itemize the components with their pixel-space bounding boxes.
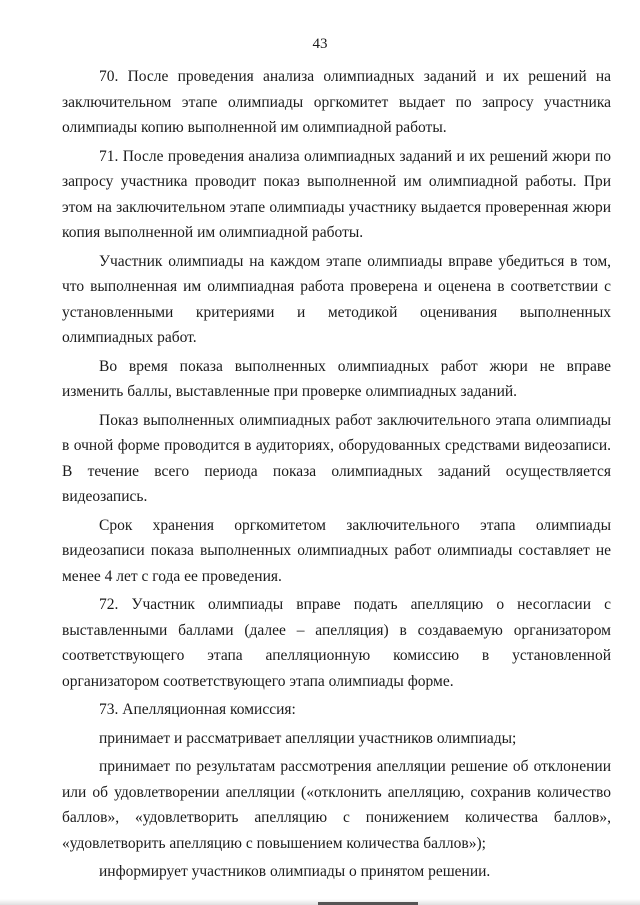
paragraph-jury-no-change: Во время показа выполненных олимпиадных работ жюри не вправе изменить баллы, выставленные при проверке олимпиадных заданий. [62,357,611,400]
document-body [62,64,611,885]
paragraph-storage-period: Срок хранения оргкомитетом заключительного этапа олимпиады видеозаписи показа выполненных олимпиадных работ олимпиады составляет не менее 4 лет с года ее проведения. [62,516,611,585]
paragraph-73: 73. Апелляционная комиссия: [99,701,296,718]
list-item-accepts: принимает и рассматривает апелляции участников олимпиады; [99,729,517,747]
paragraph-71: 71. После проведения анализа олимпиадных заданий и их решений жюри по запросу участника проводит показ выполненной им олимпиадной работы. При этом на заключительном этапе олимпиады участнику выдается проверенная жюри копия выполненной им олимпиадной работы. [62,147,611,241]
paragraph-participant-right: Участник олимпиады на каждом этапе олимпиады вправе убедиться в том, что выполненная им олимпиадная работа проверена и оценена в соответствии с установленными критериями и методикой оценивания выполненных олимпиадных работ. [62,252,611,346]
list-item-informs: информирует участников олимпиады о принятом решении. [99,863,491,880]
paragraph-70: 70. После проведения анализа олимпиадных заданий и их решений на заключительном этапе олимпиады оргкомитет выдает по запросу участника олимпиады копию выполненной им олимпиадной работы. [62,68,611,136]
paragraph-72: 72. Участник олимпиады вправе подать апелляцию о несогласии с выставленными баллами (далее – апелляция) в создаваемую организатором соответствующего этапа апелляционную комиссию в установленной организатором соответствующего этапа олимпиады форме. [62,596,611,690]
list-item-decides: принимает по результатам рассмотрения апелляции решение об отклонении или об удовлетворении апелляции («отклонить апелляцию, сохранив количество баллов», «удовлетворить апелляцию с понижением количества баллов», «удовлетворить апелляцию с повышением количества баллов»); [62,758,611,852]
paragraph-video-recording: Показ выполненных олимпиадных работ заключительного этапа олимпиады в очной форме проводится в аудиториях, оборудованных средствами видеозаписи. В течение всего периода показа олимпиадных заданий осуществляется видеозапись. [62,411,611,505]
page-number: 43 [312,36,328,52]
